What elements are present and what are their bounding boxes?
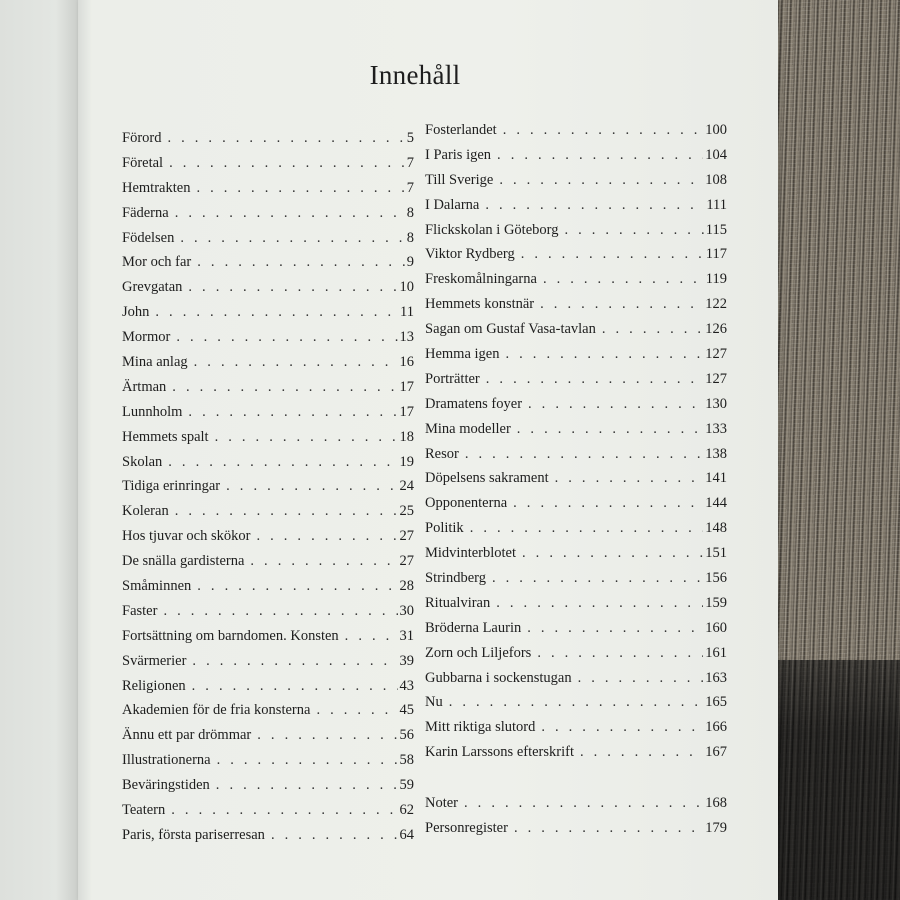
toc-entry [425,417,727,442]
dot-leader [537,641,703,666]
dot-leader [188,275,397,300]
toc-entry-page-number: 104 [705,146,727,163]
toc-entry [425,740,727,765]
toc-entry-page-number: 18 [399,428,414,445]
toc-entry [122,549,414,574]
dot-leader [580,740,703,765]
toc-entry-title: Hemma igen [425,346,500,363]
toc-entry-title: Karin Larssons efterskrift [425,744,574,761]
dot-leader [163,599,397,624]
toc-entry-title: Flickskolan i Göteborg [425,221,559,238]
toc-entry [122,823,414,848]
toc-entry-title: Koleran [122,503,169,520]
toc-entry [122,798,414,823]
dot-leader [169,151,405,176]
toc-entry-page-number: 127 [705,346,727,363]
dot-leader [486,367,703,392]
toc-entry [122,151,414,176]
toc-entry-title: Tidiga erinringar [122,478,221,495]
toc-entry-title: Nu [425,694,443,711]
toc-entry-page-number: 62 [399,802,414,819]
dot-leader [216,773,398,798]
toc-entry [122,226,414,251]
dot-leader [257,723,397,748]
toc-entry-title: Religionen [122,677,186,694]
toc-entry [122,350,414,375]
toc-entry [122,375,414,400]
toc-entry-page-number: 17 [399,378,414,395]
toc-entry-page-number: 13 [399,329,414,346]
toc-entry-page-number: 168 [705,795,727,812]
toc-entry-page-number: 7 [406,179,414,196]
dot-leader [217,748,398,773]
toc-entry [425,218,727,243]
dot-leader [250,549,397,574]
dot-leader [496,591,703,616]
toc-entry [425,690,727,715]
dot-leader [503,118,704,143]
toc-entry-title: I Dalarna [425,196,480,213]
toc-entry-page-number: 138 [705,445,727,462]
section-gap [425,765,727,791]
toc-entry-page-number: 10 [399,279,414,296]
toc-entry-title: Ärtman [122,378,167,395]
toc-entry-page-number: 127 [705,370,727,387]
toc-entry-page-number: 7 [406,154,414,171]
toc-entry-page-number: 11 [400,304,414,321]
dot-leader [514,816,703,841]
dot-leader [194,350,398,375]
toc-entry [122,300,414,325]
toc-left-column [122,126,414,848]
toc-entry-page-number: 45 [399,702,414,719]
toc-entry [425,591,727,616]
dot-leader [449,690,704,715]
toc-entry-page-number: 144 [705,495,727,512]
page-title: Innehåll [369,60,461,90]
toc-entry-page-number: 160 [705,619,727,636]
dot-leader [172,375,397,400]
dot-leader [196,176,404,201]
toc-entry-title: Bröderna Laurin [425,619,522,636]
toc-entry [425,816,727,841]
toc-entry [122,325,414,350]
toc-entry-title: Faster [122,602,158,619]
toc-entry-title: Företal [122,154,164,171]
dot-leader [215,425,398,450]
toc-entry-page-number: 19 [399,453,414,470]
toc-entry-page-number: 28 [399,578,414,595]
toc-entry [425,367,727,392]
dot-leader [197,574,397,599]
dot-leader [168,450,397,475]
toc-entry [425,342,727,367]
toc-entry [425,791,727,816]
toc-entry-page-number: 161 [705,644,727,661]
toc-entry [425,641,727,666]
toc-entry [425,317,727,342]
toc-entry-page-number: 39 [399,652,414,669]
toc-entry-title: Akademien för de fria konsterna [122,702,311,719]
toc-entry-title: Sagan om Gustaf Vasa-tavlan [425,321,596,338]
toc-entry-page-number: 16 [399,354,414,371]
toc-entry [425,491,727,516]
dot-leader [485,193,704,218]
toc-entry-title: Ritualviran [425,594,491,611]
toc-entry-title: Resor [425,445,459,462]
toc-entry-page-number: 179 [705,820,727,837]
toc-entry [425,666,727,691]
toc-right-column [425,118,727,841]
toc-entry [425,442,727,467]
dot-leader [499,168,703,193]
dot-leader [578,666,704,691]
toc-entry-title: Politik [425,520,464,537]
dot-leader [256,524,397,549]
toc-entry [122,126,414,151]
toc-entry [122,574,414,599]
toc-entry-title: Ännu ett par drömmar [122,727,252,744]
toc-entry [122,674,414,699]
dot-leader [175,499,398,524]
toc-entry [425,541,727,566]
toc-entry-page-number: 27 [399,528,414,545]
toc-entry-title: Opponenterna [425,495,508,512]
toc-entry-page-number: 111 [706,196,727,213]
toc-entry-page-number: 100 [705,122,727,138]
fabric-shadow [772,660,900,900]
toc-entry [122,250,414,275]
dot-leader [506,342,704,367]
dot-leader [192,674,398,699]
dot-leader [171,798,397,823]
toc-entry [425,242,727,267]
dot-leader [602,317,703,342]
toc-entry-title: Hemmets spalt [122,428,209,445]
toc-entry-page-number: 126 [705,321,727,338]
dot-leader [543,267,704,292]
toc-entry-title: Mina modeller [425,420,511,437]
toc-entry-title: Skolan [122,453,163,470]
toc-entry-title: Freskomålningarna [425,271,537,288]
toc-entry-title: Porträtter [425,370,480,387]
toc-entry-title: Mitt riktiga slutord [425,719,536,736]
toc-entry-title: Dramatens foyer [425,395,523,412]
dot-leader [521,242,704,267]
toc-entry-title: De snälla gardisterna [122,553,245,570]
toc-entry-title: Svärmerier [122,652,187,669]
dot-leader [555,466,704,491]
dot-leader [527,616,703,641]
toc-entry-title: Hemtrakten [122,179,191,196]
toc-entry [122,524,414,549]
toc-entry-page-number: 30 [399,602,414,619]
dot-leader [155,300,398,325]
toc-entry-page-number: 17 [399,403,414,420]
toc-entry [122,425,414,450]
toc-entry-page-number: 141 [705,470,727,487]
toc-entry [425,193,727,218]
toc-entry [122,176,414,201]
toc-entry-title: Lunnholm [122,403,183,420]
dot-leader [192,649,397,674]
toc-entry-page-number: 166 [705,719,727,736]
dot-leader [271,823,398,848]
toc-entry-page-number: 24 [399,478,414,495]
dot-leader [513,491,703,516]
toc-entry-title: Personregister [425,820,508,837]
dot-leader [188,400,397,425]
toc-entry-page-number: 43 [399,677,414,694]
toc-entry [122,599,414,624]
toc-entry-page-number: 25 [399,503,414,520]
dot-leader [528,392,703,417]
toc-entry [425,118,727,143]
dot-leader [541,715,703,740]
dot-leader [226,474,397,499]
toc-entry-page-number: 108 [705,171,727,188]
toc-entry-page-number: 8 [406,204,414,221]
toc-entry-title: Fäderna [122,204,169,221]
toc-entry-title: Illustrationerna [122,752,211,769]
dot-leader [197,250,404,275]
toc-entry-title: Strindberg [425,570,486,587]
toc-entry [425,392,727,417]
dot-leader [464,791,703,816]
toc-entry-page-number: 115 [705,221,727,238]
toc-entry-title: Grevgatan [122,279,183,296]
toc-entry [122,773,414,798]
toc-entry-title: Födelsen [122,229,175,246]
toc-entry-page-number: 5 [406,130,414,146]
toc-entry-title: Hos tjuvar och skökor [122,528,251,545]
toc-entry [122,723,414,748]
toc-entry-title: Förord [122,130,162,146]
toc-entry-title: John [122,304,150,321]
toc-entry [425,566,727,591]
toc-entry [425,715,727,740]
toc-entry-title: Mina anlag [122,354,188,371]
toc-entry-page-number: 117 [705,246,727,263]
toc-entry-title: Beväringstiden [122,777,210,794]
toc-entry [425,466,727,491]
dot-leader [180,226,404,251]
toc-entry-page-number: 31 [399,627,414,644]
toc-entry [425,168,727,193]
toc-entry-title: Fosterlandet [425,122,497,138]
toc-entry-page-number: 163 [705,669,727,686]
toc-entry-page-number: 130 [705,395,727,412]
toc-entry-page-number: 148 [705,520,727,537]
toc-entry [122,499,414,524]
toc-entry-title: Zorn och Liljefors [425,644,532,661]
toc-entry-page-number: 9 [406,254,414,271]
dot-leader [176,325,397,350]
toc-entry [122,698,414,723]
toc-entry-title: Småminnen [122,578,192,595]
toc-entry [122,649,414,674]
toc-entry [425,267,727,292]
dot-leader [517,417,703,442]
toc-entry-title: Döpelsens sakrament [425,470,549,487]
dot-leader [492,566,703,591]
toc-entry-page-number: 8 [406,229,414,246]
dot-leader [497,143,703,168]
dot-leader [465,442,703,467]
toc-entry-page-number: 122 [705,296,727,313]
toc-entry-title: Till Sverige [425,171,494,188]
toc-entry [425,616,727,641]
toc-entry-page-number: 64 [399,826,414,843]
toc-entry [122,624,414,649]
dot-leader [564,218,703,243]
dot-leader [316,698,397,723]
toc-entry-title: Viktor Rydberg [425,246,515,263]
facing-page [0,0,80,900]
dot-leader [470,516,704,541]
toc-entry [425,292,727,317]
toc-entry [122,450,414,475]
toc-entry [425,143,727,168]
toc-entry-title: Mor och far [122,254,192,271]
toc-entry-page-number: 159 [705,594,727,611]
toc-entry-title: Midvinterblotet [425,545,517,562]
toc-entry-title: Paris, första pariserresan [122,826,265,843]
toc-entry [122,400,414,425]
toc-entry-page-number: 167 [705,744,727,761]
toc-entry-title: Hemmets konstnär [425,296,535,313]
toc-entry-title: Fortsättning om barndomen. Konsten [122,627,339,644]
toc-entry [425,516,727,541]
toc-entry-page-number: 119 [705,271,727,288]
toc-entry-title: Mormor [122,329,171,346]
dot-leader [345,624,398,649]
toc-entry [122,275,414,300]
toc-entry-page-number: 156 [705,570,727,587]
toc-entry-page-number: 27 [399,553,414,570]
toc-entry-page-number: 151 [705,545,727,562]
dot-leader [522,541,703,566]
toc-entry-page-number: 56 [399,727,414,744]
dot-leader [540,292,703,317]
toc-entry-page-number: 59 [399,777,414,794]
toc-entry-title: Noter [425,795,459,812]
toc-entry-title: Gubbarna i sockenstugan [425,669,572,686]
toc-entry-page-number: 133 [705,420,727,437]
dot-leader [175,201,405,226]
dot-leader [167,126,404,151]
toc-entry-page-number: 58 [399,752,414,769]
toc-entry-title: I Paris igen [425,146,492,163]
toc-entry [122,201,414,226]
toc-entry-title: Teatern [122,802,166,819]
toc-entry [122,748,414,773]
toc-entry [122,474,414,499]
toc-entry-page-number: 165 [705,694,727,711]
